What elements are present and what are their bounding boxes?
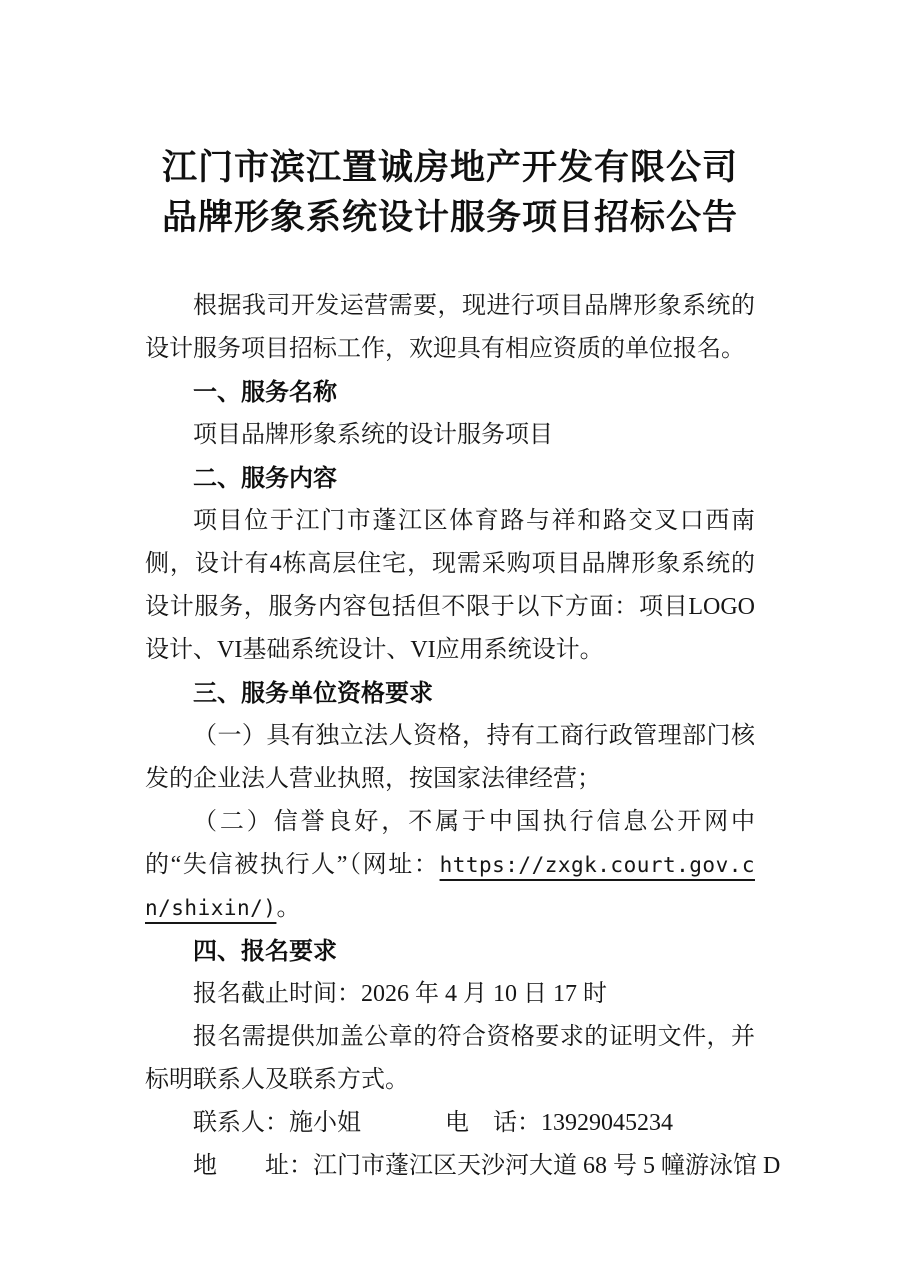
qualification-item-2-period: 。 — [276, 895, 301, 921]
section-2-heading: 二、服务内容 — [193, 465, 337, 492]
qualification-item-2 — [145, 801, 755, 930]
contact-phone: 电 话：13929045234 — [445, 1110, 673, 1136]
contact-address: 地 址：江门市蓬江区天沙河大道 68 号 5 幢游泳馆 D — [193, 1153, 781, 1179]
registration-deadline: 报名截止时间：2026 年 4 月 10 日 17 时 — [193, 981, 607, 1007]
section-2-text: 项目位于江门市蓬江区体育路与祥和路交叉口西南侧，设计有4栋高层住宅，现需采购项目品牌形象系统的设计服务，服务内容包括但不限于以下方面：项目LOGO设计、VI基础系统设计、VI应用系统设计。 — [145, 508, 755, 663]
contact-name: 联系人：施小姐 — [193, 1110, 361, 1136]
registration-requirement: 报名需提供加盖公章的符合资格要求的证明文件，并标明联系人及联系方式。 — [145, 1024, 755, 1093]
document-title — [0, 0, 900, 243]
section-4-heading: 四、报名要求 — [193, 938, 337, 965]
title-line-2: 品牌形象系统设计服务项目招标公告 — [161, 198, 738, 237]
document-body — [145, 285, 781, 1188]
qualification-item-1: （一）具有独立法人资格，持有工商行政管理部门核发的企业法人营业执照，按国家法律经营； — [145, 723, 755, 792]
title-line-1: 江门市滨江置诚房地产开发有限公司 — [161, 148, 738, 187]
intro-paragraph: 根据我司开发运营需要，现进行项目品牌形象系统的设计服务项目招标工作，欢迎具有相应资质的单位报名。 — [145, 293, 755, 362]
qualification-item-2-text: （二）信誉良好，不属于中国执行信息公开网中的“失信被执行人”（网址： — [145, 809, 755, 878]
section-1-heading: 一、服务名称 — [193, 379, 337, 406]
section-3-heading: 三、服务单位资格要求 — [193, 680, 433, 707]
contact-line — [145, 1102, 755, 1145]
section-1-text: 项目品牌形象系统的设计服务项目 — [193, 422, 553, 448]
shixin-url-link[interactable]: https://zxgk.court.gov.cn/shixin/) — [145, 853, 755, 920]
